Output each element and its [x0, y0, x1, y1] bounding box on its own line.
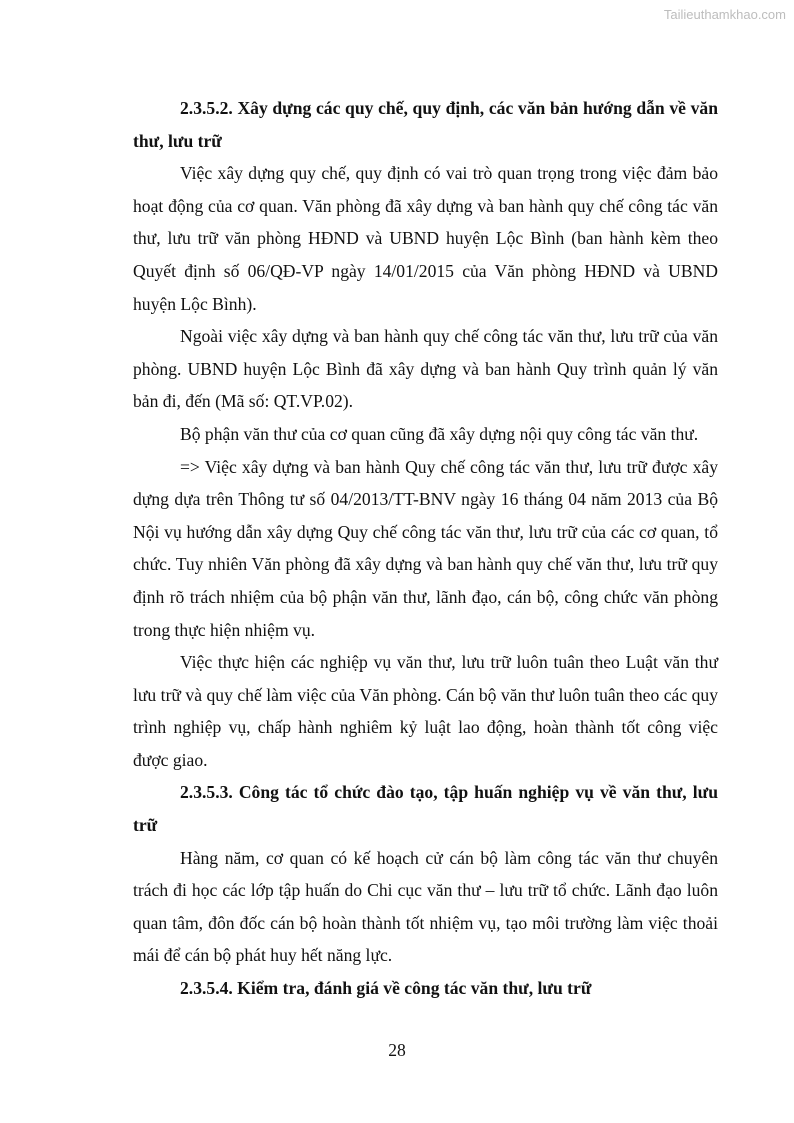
- paragraph: => Việc xây dựng và ban hành Quy chế công tác văn thư, lưu trữ được xây dựng dựa trên Thông tư số 04/2013/TT-BNV ngày 16 tháng 04 năm 2013 của Bộ Nội vụ hướng dẫn xây dựng Quy chế công tác văn thư, lưu trữ của các cơ quan, tổ chức. Tuy nhiên Văn phòng đã xây dựng và ban hành quy chế văn thư, lưu trữ quy định rõ trách nhiệm của bộ phận văn thư, lãnh đạo, cán bộ, công chức văn phòng trong thực hiện nhiệm vụ.: [133, 456, 718, 640]
- page-number: 28: [388, 1040, 406, 1060]
- paragraph: Việc thực hiện các nghiệp vụ văn thư, lưu trữ luôn tuân theo Luật văn thư lưu trữ và quy chế làm việc của Văn phòng. Cán bộ văn thư luôn tuân theo các quy trình nghiệp vụ, chấp hành nghiêm kỷ luật lao động, hoàn thành tốt công việc được giao.: [133, 652, 718, 770]
- section-heading-2-3-5-4: 2.3.5.4. Kiểm tra, đánh giá về công tác văn thư, lưu trữ: [180, 978, 592, 999]
- paragraph: Bộ phận văn thư của cơ quan cũng đã xây dựng nội quy công tác văn thư.: [180, 423, 699, 444]
- section-heading-2-3-5-2: 2.3.5.2. Xây dựng các quy chế, quy định, các văn bản hướng dẫn về văn thư, lưu trữ: [133, 98, 718, 151]
- paragraph: Việc xây dựng quy chế, quy định có vai trò quan trọng trong việc đảm bảo hoạt động của cơ quan. Văn phòng đã xây dựng và ban hành quy chế công tác văn thư, lưu trữ văn phòng HĐND và UBND huyện Lộc Bình (ban hành kèm theo Quyết định số 06/QĐ-VP ngày 14/01/2015 của Văn phòng HĐND và UBND huyện Lộc Bình).: [133, 163, 718, 314]
- watermark: Tailieuthamkhao.com: [663, 7, 786, 22]
- document-body: [133, 92, 718, 1005]
- section-heading-2-3-5-3: 2.3.5.3. Công tác tổ chức đào tạo, tập huấn nghiệp vụ về văn thư, lưu trữ: [133, 782, 718, 836]
- paragraph: Ngoài việc xây dựng và ban hành quy chế công tác văn thư, lưu trữ của văn phòng. UBND huyện Lộc Bình đã xây dựng và ban hành Quy trình quản lý văn bản đi, đến (Mã số: QT.VP.02).: [133, 326, 718, 412]
- paragraph: Hàng năm, cơ quan có kế hoạch cử cán bộ làm công tác văn thư chuyên trách đi học các lớp tập huấn do Chi cục văn thư – lưu trữ tổ chức. Lãnh đạo luôn quan tâm, đôn đốc cán bộ hoàn thành tốt nhiệm vụ, tạo môi trường làm việc thoải mái để cán bộ phát huy hết năng lực.: [133, 847, 718, 966]
